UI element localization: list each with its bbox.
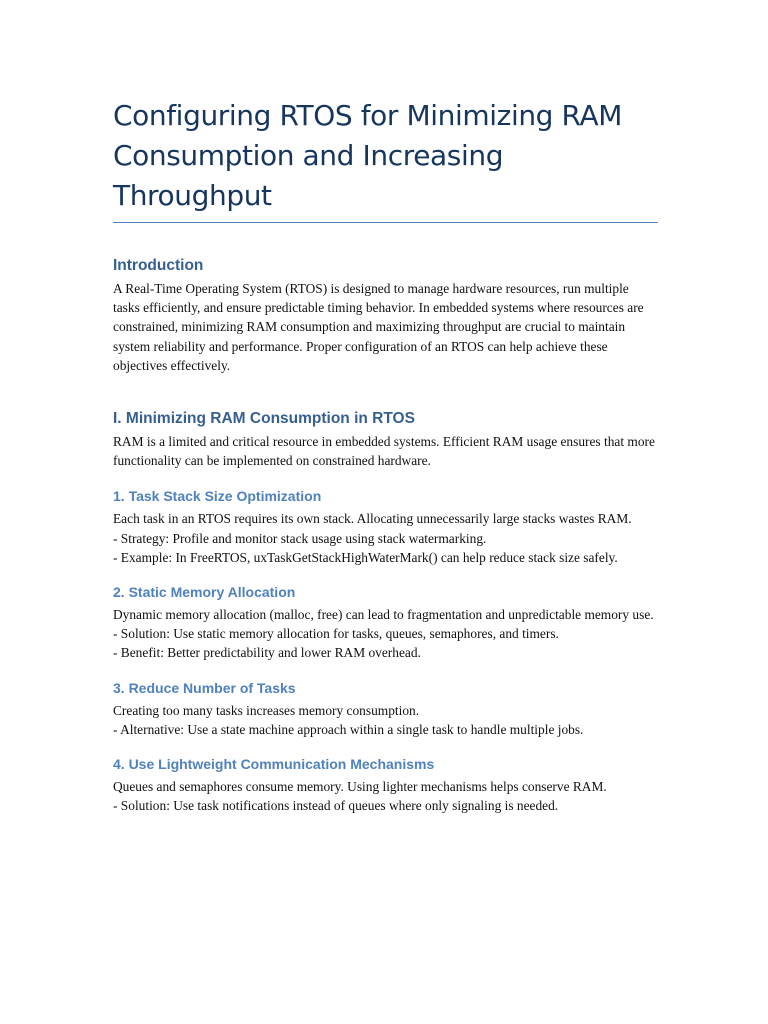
introduction-paragraph: A Real-Time Operating System (RTOS) is designed to manage hardware resources, run multiple tasks efficiently, and ensure predictable timing behavior. In embedded systems where resources are constrained, minimizing RAM consumption and maximizing throughput are crucial to maintain system reliability and performance. Proper configuration of an RTOS can help achieve these objectives effectively.: [113, 281, 644, 373]
paragraph-line: Creating too many tasks increases memory consumption.: [113, 702, 420, 718]
subsection-stack-paragraph: [113, 509, 658, 567]
paragraph-line: - Benefit: Better predictability and lower RAM overhead.: [113, 645, 421, 661]
subsection-static-paragraph: [113, 605, 658, 663]
paragraph-line: - Strategy: Profile and monitor stack usage using stack watermarking.: [113, 530, 487, 546]
subsection-tasks-paragraph: [113, 701, 658, 739]
document-title: Configuring RTOS for Minimizing RAM Consumption and Increasing Throughput: [113, 96, 658, 223]
subsection-stack-heading: 1. Task Stack Size Optimization: [113, 488, 322, 505]
subsection-tasks-heading: 3. Reduce Number of Tasks: [113, 679, 296, 696]
paragraph-line: - Solution: Use static memory allocation for tasks, queues, semaphores, and timers.: [113, 626, 559, 642]
paragraph-line: - Alternative: Use a state machine approach within a single task to handle multiple jobs.: [113, 721, 584, 737]
paragraph-line: - Example: In FreeRTOS, uxTaskGetStackHighWaterMark() can help reduce stack size safely.: [113, 549, 618, 565]
subsection-communication-paragraph: [113, 777, 658, 815]
document-page: [113, 96, 658, 815]
paragraph-line: Queues and semaphores consume memory. Using lighter mechanisms helps conserve RAM.: [113, 779, 607, 795]
section-ram-paragraph: RAM is a limited and critical resource in embedded systems. Efficient RAM usage ensures that more functionality can be implemented on constrained hardware.: [113, 434, 655, 469]
subsection-communication-heading: 4. Use Lightweight Communication Mechanisms: [113, 756, 435, 773]
subsection-static-heading: 2. Static Memory Allocation: [113, 584, 296, 601]
paragraph-line: - Solution: Use task notifications instead of queues where only signaling is needed.: [113, 798, 559, 814]
introduction-heading: Introduction: [113, 257, 204, 274]
section-ram-heading: I. Minimizing RAM Consumption in RTOS: [113, 410, 415, 428]
paragraph-line: Each task in an RTOS requires its own stack. Allocating unnecessarily large stacks wastes RAM.: [113, 511, 632, 527]
paragraph-line: Dynamic memory allocation (malloc, free) can lead to fragmentation and unpredictable memory use.: [113, 607, 654, 623]
